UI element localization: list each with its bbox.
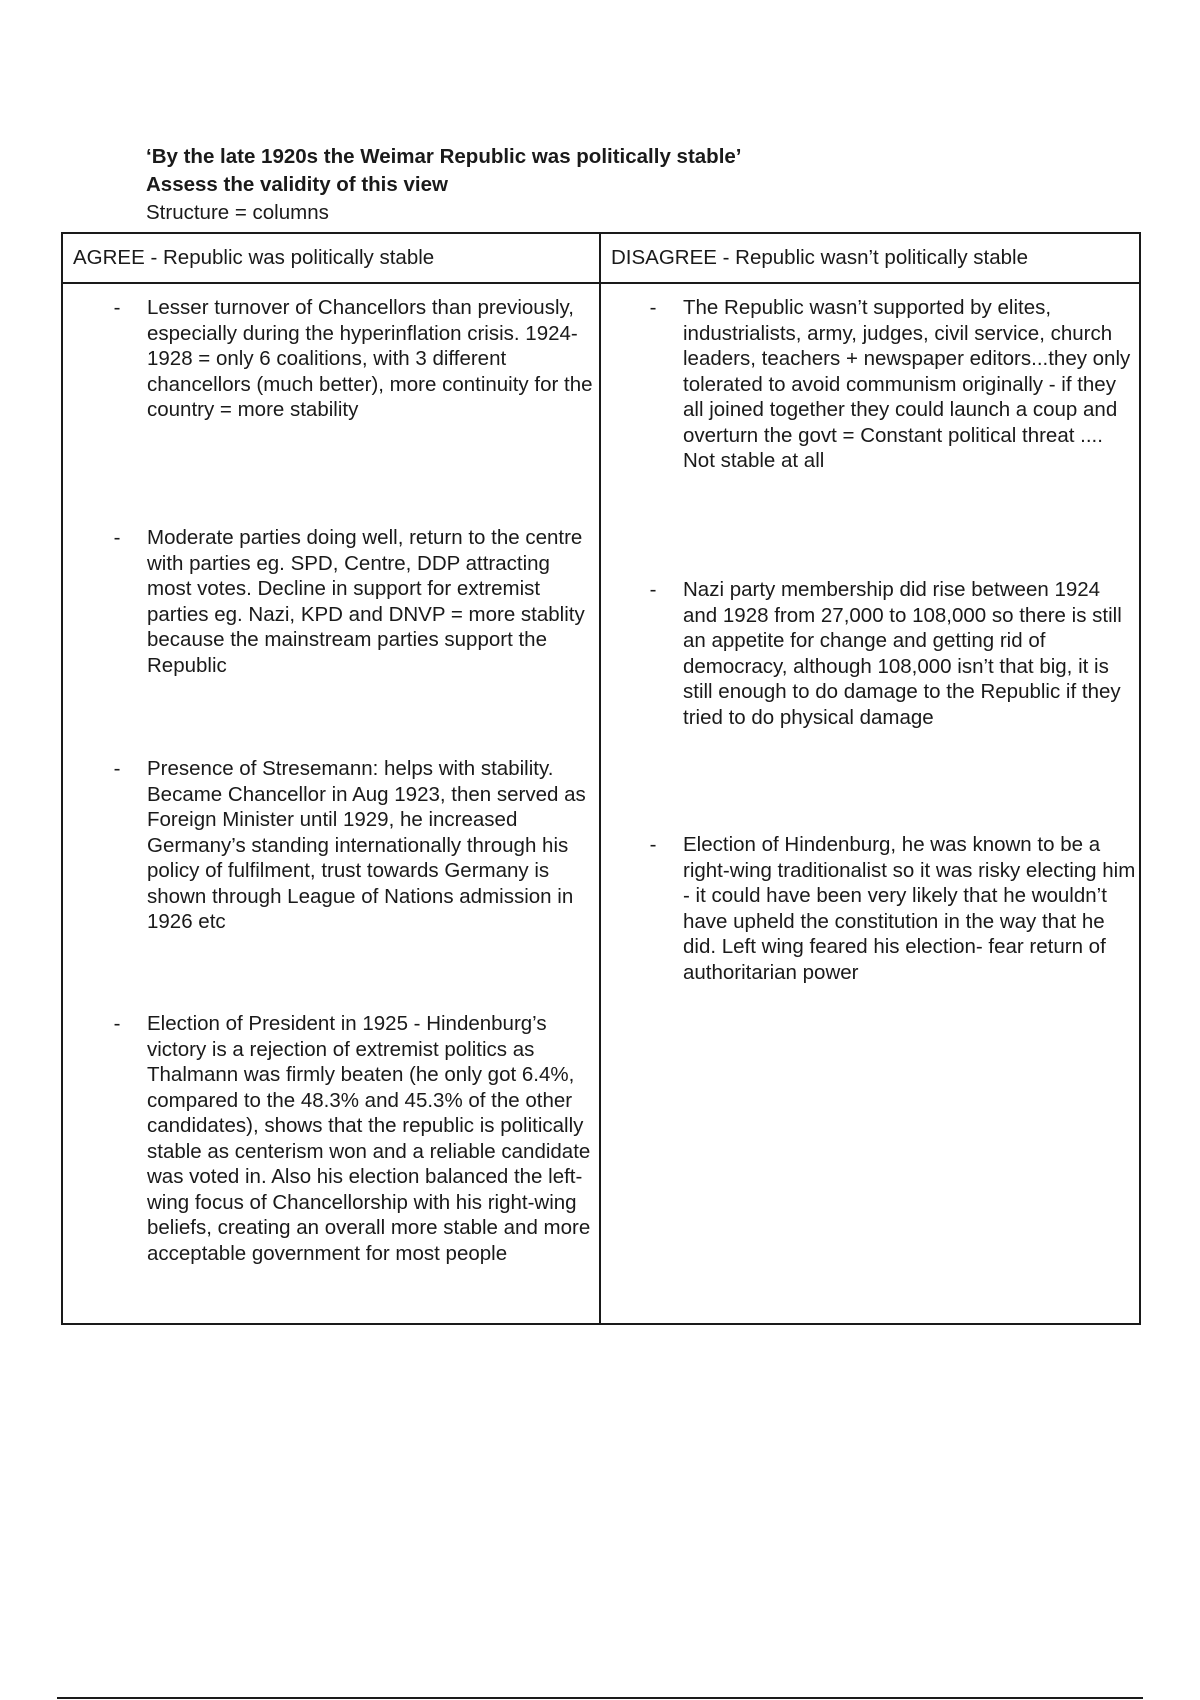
bullet-dash: -: [113, 1012, 121, 1035]
disagree-column-header: DISAGREE - Republic wasn’t politically stable: [611, 246, 1028, 269]
agree-point-text: Election of President in 1925 - Hindenburg’s victory is a rejection of extremist politics as Thalmann was firmly beaten (he only got 6.4%, compared to the 48.3% and 45.3% of the other candidates), shows that the republic is politically stable as centerism won and a reliable candidate was voted in. Also his election balanced the left-wing focus of Chancellorship with his right-wing beliefs, creating an overall more stable and more acceptable government for most people: [147, 1012, 591, 1265]
bullet-dash: -: [113, 296, 121, 319]
disagree-point-text: Election of Hindenburg, he was known to be a right-wing traditionalist so it was risky electing him - it could have been very likely that he wouldn’t have upheld the constitution in the way that he did. Left wing feared his election- fear return of authoritarian power: [683, 833, 1136, 984]
disagree-point: [649, 577, 1138, 730]
document-heading: [146, 143, 1146, 227]
column-divider: [599, 234, 601, 1323]
essay-instruction: Assess the validity of this view: [146, 173, 448, 196]
agree-point-text: Lesser turnover of Chancellors than previously, especially during the hyperinflation crisis. 1924-1928 = only 6 coalitions, with 3 different chancellors (much better), more continuity for the country = more stability: [147, 296, 593, 421]
disagree-point: [649, 832, 1138, 985]
disagree-point-text: The Republic wasn’t supported by elites, industrialists, army, judges, civil service, church leaders, teachers + newspaper editors...they only tolerated to avoid communism originally - if they all joined together they could launch a coup and overturn the govt = Constant political threat .... Not stable at all: [683, 296, 1131, 472]
agree-disagree-table: [61, 232, 1141, 1325]
bullet-dash: -: [649, 578, 657, 601]
footer-rule: [57, 1697, 1143, 1699]
bullet-dash: -: [113, 757, 121, 780]
disagree-point: [649, 295, 1138, 474]
agree-point: [113, 756, 597, 935]
header-divider: [63, 282, 1139, 284]
agree-point: [113, 525, 597, 678]
bullet-dash: -: [113, 526, 121, 549]
disagree-point-text: Nazi party membership did rise between 1924 and 1928 from 27,000 to 108,000 so there is still an appetite for change and getting rid of democracy, although 108,000 isn’t that big, it is still enough to do damage to the Republic if they tried to do physical damage: [683, 578, 1122, 729]
agree-point: [113, 1011, 597, 1266]
structure-note: Structure = columns: [146, 201, 329, 224]
agree-column-header: AGREE - Republic was politically stable: [73, 246, 435, 269]
essay-question: ‘By the late 1920s the Weimar Republic was politically stable’: [146, 145, 742, 168]
agree-point-text: Moderate parties doing well, return to the centre with parties eg. SPD, Centre, DDP attracting most votes. Decline in support for extremist parties eg. Nazi, KPD and DNVP = more stablity because the mainstream parties support the Republic: [147, 526, 585, 677]
bullet-dash: -: [649, 296, 657, 319]
agree-point-text: Presence of Stresemann: helps with stability. Became Chancellor in Aug 1923, then served as Foreign Minister until 1929, he increased Germany’s standing internationally through his policy of fulfilment, trust towards Germany is shown through League of Nations admission in 1926 etc: [147, 757, 586, 933]
agree-point: [113, 295, 597, 423]
bullet-dash: -: [649, 833, 657, 856]
